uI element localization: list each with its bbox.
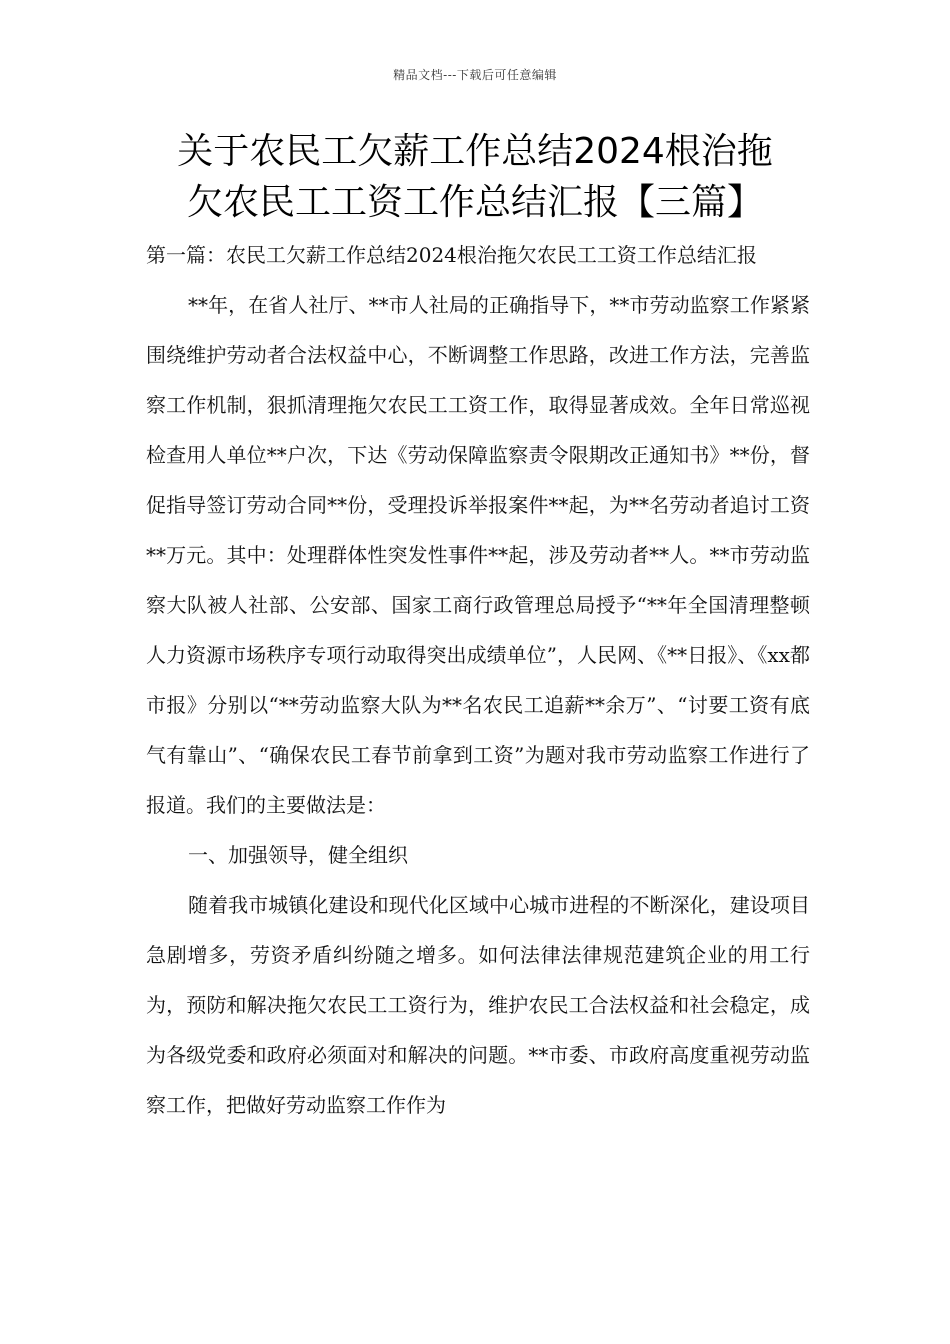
document-body — [146, 230, 810, 1130]
subheading-1: 一、加强领导，健全组织 — [188, 843, 408, 867]
document-title — [100, 126, 850, 228]
paragraph-1: **年，在省人社厅、**市人社局的正确指导下，**市劳动监察工作紧紧围绕维护劳动者合法权益中心，不断调整工作思路，改进工作方法，完善监察工作机制，狠抓清理拖欠农民工工资工作，取得显著成效。全年日常巡视检查用人单位**户次，下达《劳动保障监察责令限期改正通知书》**份，督促指导签订劳动合同**份，受理投诉举报案件**起，为**名劳动者追讨工资**万元。其中：处理群体性突发性事件**起，涉及劳动者**人。**市劳动监察大队被人社部、公安部、国家工商行政管理总局授予“**年全国清理整顿人力资源市场秩序专项行动取得突出成绩单位”，人民网、《**日报》、《xx都市报》分别以“**劳动监察大队为**名农民工追薪**余万”、“讨要工资有底气有靠山”、“确保农民工春节前拿到工资”为题对我市劳动监察工作进行了报道。我们的主要做法是： — [146, 293, 810, 817]
paragraph-2: 随着我市城镇化建设和现代化区域中心城市进程的不断深化，建设项目急剧增多，劳资矛盾纠纷随之增多。如何法律法律规范建筑企业的用工行为，预防和解决拖欠农民工工资行为，维护农民工合法权益和社会稳定，成为各级党委和政府必须面对和解决的问题。**市委、市政府高度重视劳动监察工作，把做好劳动监察工作作为 — [146, 893, 810, 1117]
title-line-1: 关于农民工欠薪工作总结2024根治拖 — [177, 131, 773, 172]
header-note: 精品文档---下载后可任意编辑 — [393, 68, 557, 82]
title-line-2: 欠农民工工资工作总结汇报【三篇】 — [186, 182, 763, 223]
section-heading: 第一篇：农民工欠薪工作总结2024根治拖欠农民工工资工作总结汇报 — [146, 243, 757, 267]
